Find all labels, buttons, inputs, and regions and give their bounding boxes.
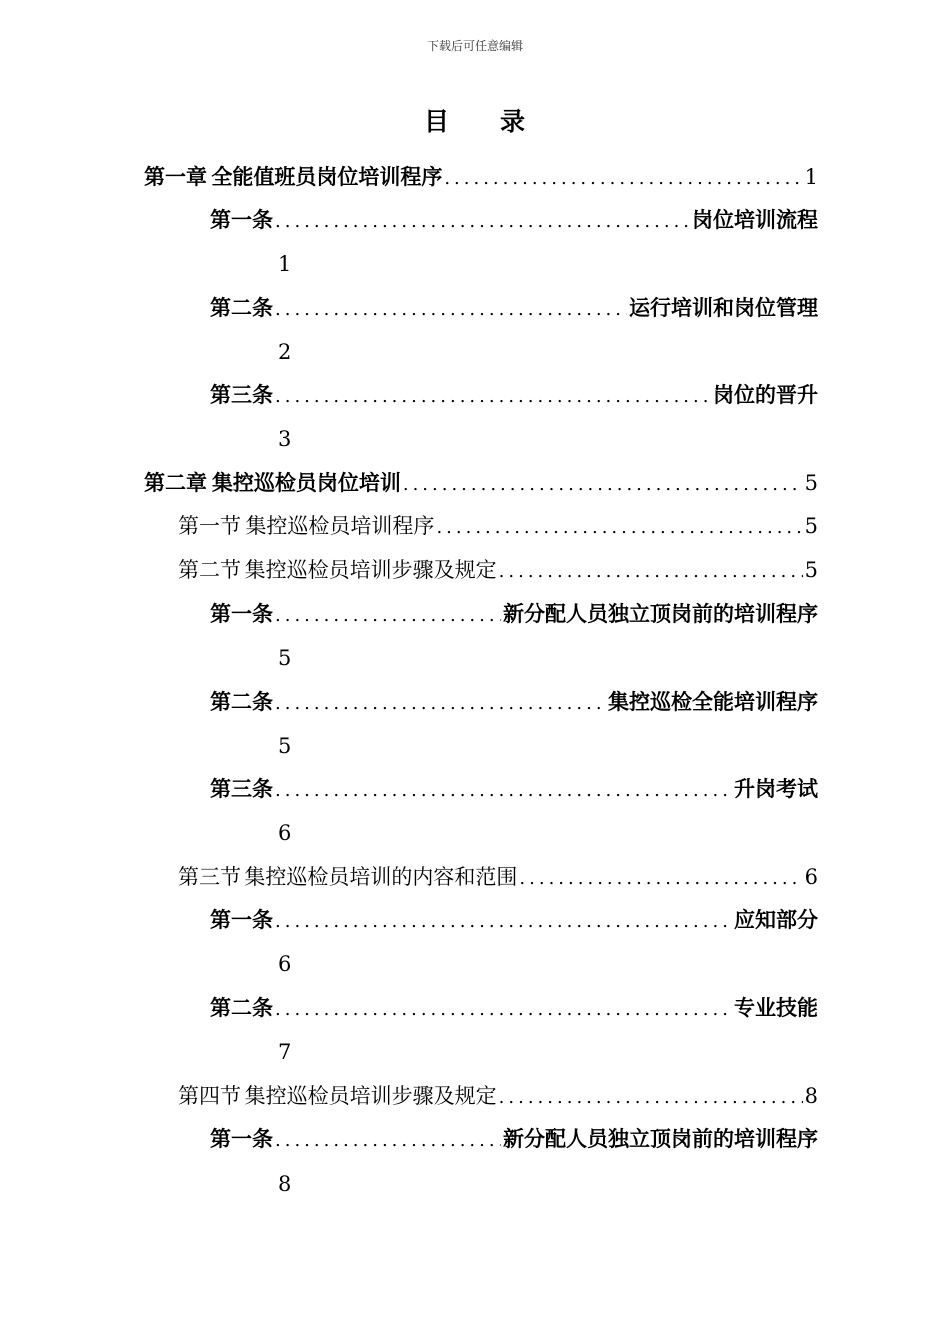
toc-entry-title: 集控巡检员培训步骤及规定 <box>244 1084 497 1108</box>
leader-dots <box>519 865 802 893</box>
toc-title <box>0 102 950 138</box>
toc-entry-title: 集控巡检员岗位培训 <box>211 470 401 495</box>
toc-entry-chapter[interactable] <box>144 469 818 499</box>
toc-entry-label: 第三条 <box>210 776 273 801</box>
leader-dots <box>499 558 803 586</box>
toc-entry-page: 7 <box>278 1040 292 1064</box>
toc-entry-page: 1 <box>804 165 818 189</box>
page-header: 下载后可任意编辑 <box>426 39 523 53</box>
toc-entry-page: 5 <box>278 646 292 670</box>
toc-entry-title: 全能值班员岗位培训程序 <box>211 164 443 189</box>
leader-dots <box>275 208 690 236</box>
toc-entry-title: 专业技能 <box>734 995 818 1020</box>
leader-dots <box>275 777 732 805</box>
toc-entry-article[interactable] <box>210 906 818 936</box>
leader-dots <box>436 514 802 542</box>
toc-entry-article[interactable] <box>210 994 818 1024</box>
leader-dots <box>403 471 803 499</box>
leader-dots <box>275 1127 501 1155</box>
toc-entry-title: 集控巡检员培训程序 <box>245 514 435 538</box>
toc-entry-article[interactable] <box>210 775 818 805</box>
toc-entry-title: 升岗考试 <box>734 776 818 801</box>
leader-dots <box>275 296 627 324</box>
toc-entry-title: 新分配人员独立顶岗前的培训程序 <box>503 1126 818 1151</box>
leader-dots <box>499 1084 803 1112</box>
toc-entry-label: 第二条 <box>210 995 273 1020</box>
toc-entry-title: 岗位的晋升 <box>713 382 818 407</box>
leader-dots <box>275 602 501 630</box>
toc-entry-label: 第一章 <box>144 164 207 189</box>
toc-entry-article[interactable] <box>210 1125 818 1155</box>
toc-entry-page: 5 <box>804 471 818 495</box>
toc-entry-page: 1 <box>278 252 292 276</box>
toc-entry-page: 8 <box>804 1084 818 1108</box>
toc-entry-label: 第二节 <box>178 558 241 582</box>
toc-title-part-1: 目 <box>423 107 450 136</box>
toc-entry-page: 5 <box>804 558 818 582</box>
toc-entry-label: 第二章 <box>144 470 207 495</box>
leader-dots <box>275 908 732 936</box>
toc-entry-label: 第三节 <box>178 865 241 889</box>
toc-entry-article[interactable] <box>210 600 818 630</box>
toc-entry-label: 第四节 <box>178 1084 241 1108</box>
toc-entry-article[interactable] <box>210 206 818 236</box>
toc-entry-label: 第一条 <box>210 601 273 626</box>
toc-entry-title: 集控巡检员培训步骤及规定 <box>244 558 497 582</box>
toc-entry-title: 应知部分 <box>734 907 818 932</box>
toc-entry-page: 6 <box>804 865 818 889</box>
toc-entry-page: 2 <box>278 340 292 364</box>
toc-title-part-2: 录 <box>500 107 527 136</box>
toc-entry-title: 集控巡检全能培训程序 <box>608 689 818 714</box>
toc-entry-label: 第二条 <box>210 295 273 320</box>
toc-entry-article[interactable] <box>210 381 818 411</box>
toc-entry-label: 第一条 <box>210 207 273 232</box>
toc-entry-title: 运行培训和岗位管理 <box>629 295 818 320</box>
toc-entry-page: 6 <box>278 952 292 976</box>
toc-entry-section[interactable] <box>178 863 818 893</box>
leader-dots <box>275 996 732 1024</box>
toc-entry-page: 6 <box>278 821 292 845</box>
toc-entry-label: 第二条 <box>210 689 273 714</box>
toc-entry-label: 第一节 <box>178 514 241 538</box>
toc-entry-section[interactable] <box>178 1082 818 1112</box>
toc-entry-page: 5 <box>278 734 292 758</box>
toc-entry-label: 第一条 <box>210 1126 273 1151</box>
toc-entry-chapter[interactable] <box>144 163 818 193</box>
toc-entry-title: 集控巡检员培训的内容和范围 <box>244 865 518 889</box>
leader-dots <box>275 690 606 718</box>
toc-entry-section[interactable] <box>178 556 818 586</box>
toc-entry-label: 第一条 <box>210 907 273 932</box>
toc-entry-title: 新分配人员独立顶岗前的培训程序 <box>503 601 818 626</box>
toc-entry-page: 5 <box>804 514 818 538</box>
toc-entry-article[interactable] <box>210 294 818 324</box>
toc-entry-article[interactable] <box>210 688 818 718</box>
toc-entry-page: 3 <box>278 427 292 451</box>
toc-entry-title: 岗位培训流程 <box>692 207 818 232</box>
toc-entry-section[interactable] <box>178 512 818 542</box>
toc-entry-page: 8 <box>278 1172 292 1196</box>
leader-dots <box>444 165 802 193</box>
leader-dots <box>275 383 711 411</box>
toc-entry-label: 第三条 <box>210 382 273 407</box>
